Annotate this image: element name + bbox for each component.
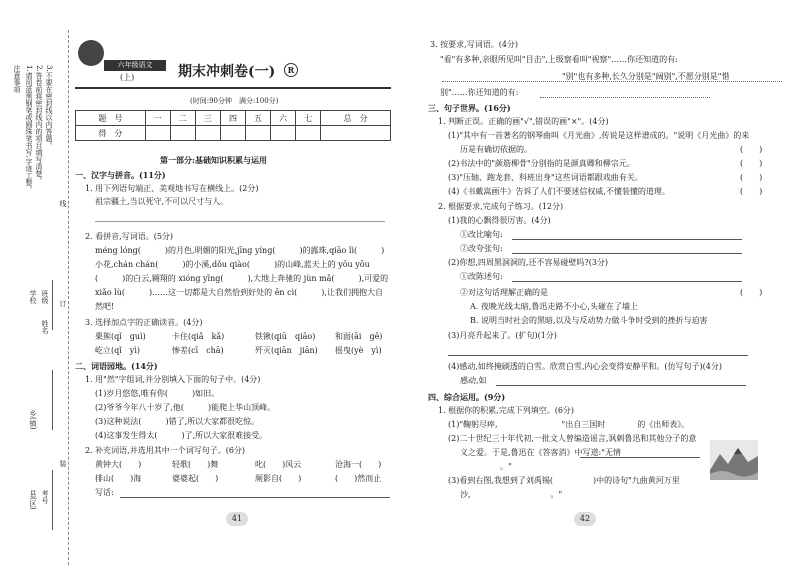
idiom-fill: 沧海一( ) (335, 460, 382, 469)
answer-bracket[interactable]: ( ) (740, 187, 763, 196)
question-text: "看"有多种,亲眼所见叫"目击",上级察看叫"视察"……你还知道的有: (440, 55, 678, 64)
question: 2. 补充词语,并选用其中一个词写句子。(6分) (85, 446, 246, 455)
reading-choice[interactable]: 卡住(qiǎ kǎ) (172, 332, 225, 341)
seal-mark: 装 (59, 460, 67, 467)
sub-task: ①改比喻句: (460, 230, 503, 239)
idiom-fill: 轻歌( )舞 (172, 460, 219, 469)
question: 2. 根据要求,完成句子练习。(12分) (438, 202, 564, 211)
fill-item: (1)岁月悠悠,唯有你( )如旧。 (95, 389, 220, 398)
idiom-fill: ( )然而止 (335, 474, 382, 483)
pinyin-line: ( )的白云,翱翔的 xióng yīng( ),大地上奔驰的 jùn mǎ( ),可爱的 (95, 274, 389, 283)
section-heading: 一、汉字与拼音。(11分) (75, 170, 166, 180)
answer-bracket[interactable]: ( ) (740, 288, 763, 297)
question-text: 祖宗疆土,当以死守,不可以尺寸与人。 (95, 197, 229, 206)
notice-line: 1.请用蓝黑钢笔或圆珠笔书写,字迹工整。 (25, 65, 33, 193)
question-text: 别"……你还知道的有: (440, 88, 519, 97)
time-info: (时间:90分钟 满分:100分) (190, 97, 279, 105)
score-input[interactable] (296, 126, 321, 141)
notice-line: 2.答卷前将密封线内的项目填写清楚。 (35, 65, 43, 184)
section-heading: 三、句子世界。(16分) (428, 103, 511, 113)
score-input[interactable] (246, 126, 271, 141)
score-cell: 得 分 (76, 126, 146, 141)
writing-line[interactable] (95, 221, 385, 222)
answer-bracket[interactable]: ( ) (740, 173, 763, 182)
part1-heading: 第一部分:基础知识积累与运用 (160, 155, 267, 165)
choice-option[interactable]: B. 说明当时社会的黑暗,以及与反动势力做斗争时受到的挫折与迫害 (470, 316, 708, 325)
notice-line: 3.不要在密封线以内答题。 (45, 65, 53, 149)
writing-line[interactable] (120, 497, 390, 498)
field-school: 学校 (29, 290, 37, 304)
registered-mark: R (284, 63, 298, 77)
sub-task: 感动,如 (460, 376, 487, 385)
choice-option[interactable]: A. 夜晚光线太暗,鲁迅走路不小心,头碰在了墙上 (470, 302, 638, 311)
answer-line[interactable] (512, 281, 742, 282)
answer-line[interactable] (512, 253, 742, 254)
field-id: 考号 (41, 490, 49, 504)
field-county: 县(区) (29, 490, 37, 510)
sub-task: ②改夸张句: (460, 244, 503, 253)
idiom-fill: 黄钟大( ) (95, 460, 142, 469)
score-input[interactable] (220, 126, 245, 141)
page-title: 期末冲刺卷(一) (178, 64, 276, 80)
fill-item: 义之爱。于是,鲁迅在《答客消》中写道:"无情 (460, 448, 621, 457)
judge-item: 历是有确切依据的。 (460, 145, 532, 154)
question: 1. 用"然"字组词,并分别填入下面的句子中。(4分) (85, 375, 261, 384)
sub-question: (4)感动,如终掩刷透的白雪。欣赏白雪,内心会变得安静平和。(仿写句子)(4分) (448, 362, 722, 371)
idiom-fill: 婆婆起( ) (172, 474, 219, 483)
score-cell: 题 号 (76, 111, 146, 126)
question: 2. 看拼音,写词语。(5分) (85, 232, 174, 241)
score-value-row (76, 126, 391, 141)
question: 1. 根据你的积累,完成下列填空。(6分) (438, 406, 575, 415)
pinyin-line: 小花,chán chán( )的小溪,dǒu qiào( )的山峰,蓝天上的 yōu yōu (95, 260, 370, 269)
binding-strip (8, 30, 69, 565)
pinyin-line: 然吧! (95, 302, 115, 311)
sub-question: (3)月亮升起来了。(扩句)(1分) (448, 331, 557, 340)
sub-question: (2)你想,四周黑洞洞的,还不容易碰壁吗?(3分) (448, 258, 609, 267)
fill-item: (3)看到右图,我想到了刘禹锡( )中的诗句"九曲黄河万里 (448, 476, 680, 485)
judge-item: (4)《书戴嵩画牛》告诉了人们不要迷信权威,不懂装懂的道理。 (448, 187, 670, 196)
fill-item: (4)这事发生得太( )了,所以大家很难接受。 (95, 431, 268, 440)
field-line[interactable] (52, 280, 53, 330)
fill-item: (1)"鞠躬尽瘁, "出自三国时 的《出师表》。 (448, 420, 690, 429)
fill-item: (3)这种说法( )错了,所以大家都很吃惊。 (95, 417, 260, 426)
sub-task: ①改陈述句: (460, 272, 503, 281)
score-input[interactable] (271, 126, 296, 141)
section-heading: 四、综合运用。(9分) (428, 392, 506, 402)
score-cell: 六 (271, 111, 296, 126)
question: 3. 选择加点字的正确读音。(4分) (85, 318, 203, 327)
score-table (75, 110, 391, 141)
question-text: "别"也有多种,长久分别是"阔别",不愿分别是"惜 (562, 72, 730, 81)
field-line[interactable] (52, 370, 53, 430)
answer-bracket[interactable]: ( ) (740, 145, 763, 154)
fill-item: 。" (460, 462, 512, 471)
field-class: 班级 (41, 290, 49, 304)
volume-label: (上) (120, 73, 135, 82)
pinyin-line: xiǎo lù( )……这一切都是大自然恰到好处的 ēn cì( ),让我们拥抱大自 (95, 288, 383, 297)
page-number: 42 (574, 512, 596, 526)
question: 1. 用下列语句端正、美观地书写在横线上。(2分) (85, 184, 259, 193)
idiom-fill: 厕影自( ) (255, 474, 302, 483)
score-cell: 总 分 (321, 111, 391, 126)
answer-line[interactable] (580, 457, 700, 458)
score-cell: 一 (145, 111, 170, 126)
score-cell: 七 (296, 111, 321, 126)
question: 3. 按要求,写词语。(4分) (430, 40, 519, 49)
answer-line[interactable] (496, 385, 746, 386)
score-input[interactable] (170, 126, 195, 141)
score-header-row (76, 111, 391, 126)
score-input[interactable] (321, 126, 391, 141)
field-name: 姓名 (41, 320, 49, 334)
fill-item: (2)爷爷今年八十岁了,他( )能爬上华山顶峰。 (95, 403, 276, 412)
score-cell: 三 (195, 111, 220, 126)
answer-line[interactable] (512, 239, 742, 240)
reading-choice[interactable]: 惨差(cī chā) (172, 346, 224, 355)
grade-badge: 六年级语文 (104, 60, 166, 71)
judge-item: (2)书法中的"颜筋柳骨"分别指的是颜真卿和柳宗元。 (448, 159, 635, 168)
fill-item: 沙, 。" (460, 490, 563, 499)
idiom-fill: 叱( )风云 (255, 460, 302, 469)
section-heading: 二、词语园地。(14分) (75, 361, 158, 371)
field-town: 乡(镇) (29, 410, 37, 430)
answer-line[interactable] (448, 355, 748, 356)
reading-choice[interactable]: 歼灭(qiān jiān) (255, 346, 318, 355)
reading-choice[interactable]: 屹立(qǐ yì) (95, 346, 140, 355)
student-avatar-icon (78, 40, 104, 66)
pinyin-line: méng lóng( )的月色,明媚的阳光,jīng yíng( )的露珠,qiāo lì( ) (95, 246, 385, 255)
page-number: 41 (226, 512, 248, 526)
sub-task: ②对这句话理解正确的是 (460, 288, 548, 297)
reading-choice[interactable]: 摇曳(yè yì) (335, 346, 382, 355)
landscape-illustration (710, 440, 758, 480)
seal-mark: 订 (59, 300, 67, 307)
score-cell: 二 (170, 111, 195, 126)
judge-item: (1)"其中有一首著名的钢琴曲叫《月光曲》,传说是这样谱成的。"说明《月光曲》的来 (448, 131, 750, 140)
header-rule (75, 87, 391, 89)
score-cell: 五 (246, 111, 271, 126)
answer-line[interactable] (540, 97, 710, 98)
seal-mark: 线 (59, 200, 67, 207)
field-line[interactable] (52, 470, 53, 530)
judge-item: (3)"压轴、跑龙套、科班出身"这些词语都跟戏曲有关。 (448, 173, 643, 182)
sub-question: (1)我的心飘得很厉害。(4分) (448, 216, 551, 225)
reading-choice[interactable]: 铁锹(qiū qiāo) (255, 332, 316, 341)
score-input[interactable] (195, 126, 220, 141)
score-cell: 四 (220, 111, 245, 126)
write-label: 写话: (95, 488, 114, 497)
idiom-fill: 排山( )海 (95, 474, 142, 483)
notice-title: 注意事项 (13, 65, 21, 93)
reading-choice[interactable]: 和面(āi gē) (335, 332, 383, 341)
reading-choice[interactable]: 栗熊(qǐ guì) (95, 332, 146, 341)
score-input[interactable] (145, 126, 170, 141)
fill-item: (2)二十世纪三十年代初,一批文人曾编造谣言,讽刺鲁迅和其他分子的意 (448, 434, 697, 443)
question: 1. 判断正误。正确的画"√",错误的画"×"。(4分) (438, 117, 609, 126)
answer-bracket[interactable]: ( ) (740, 159, 763, 168)
